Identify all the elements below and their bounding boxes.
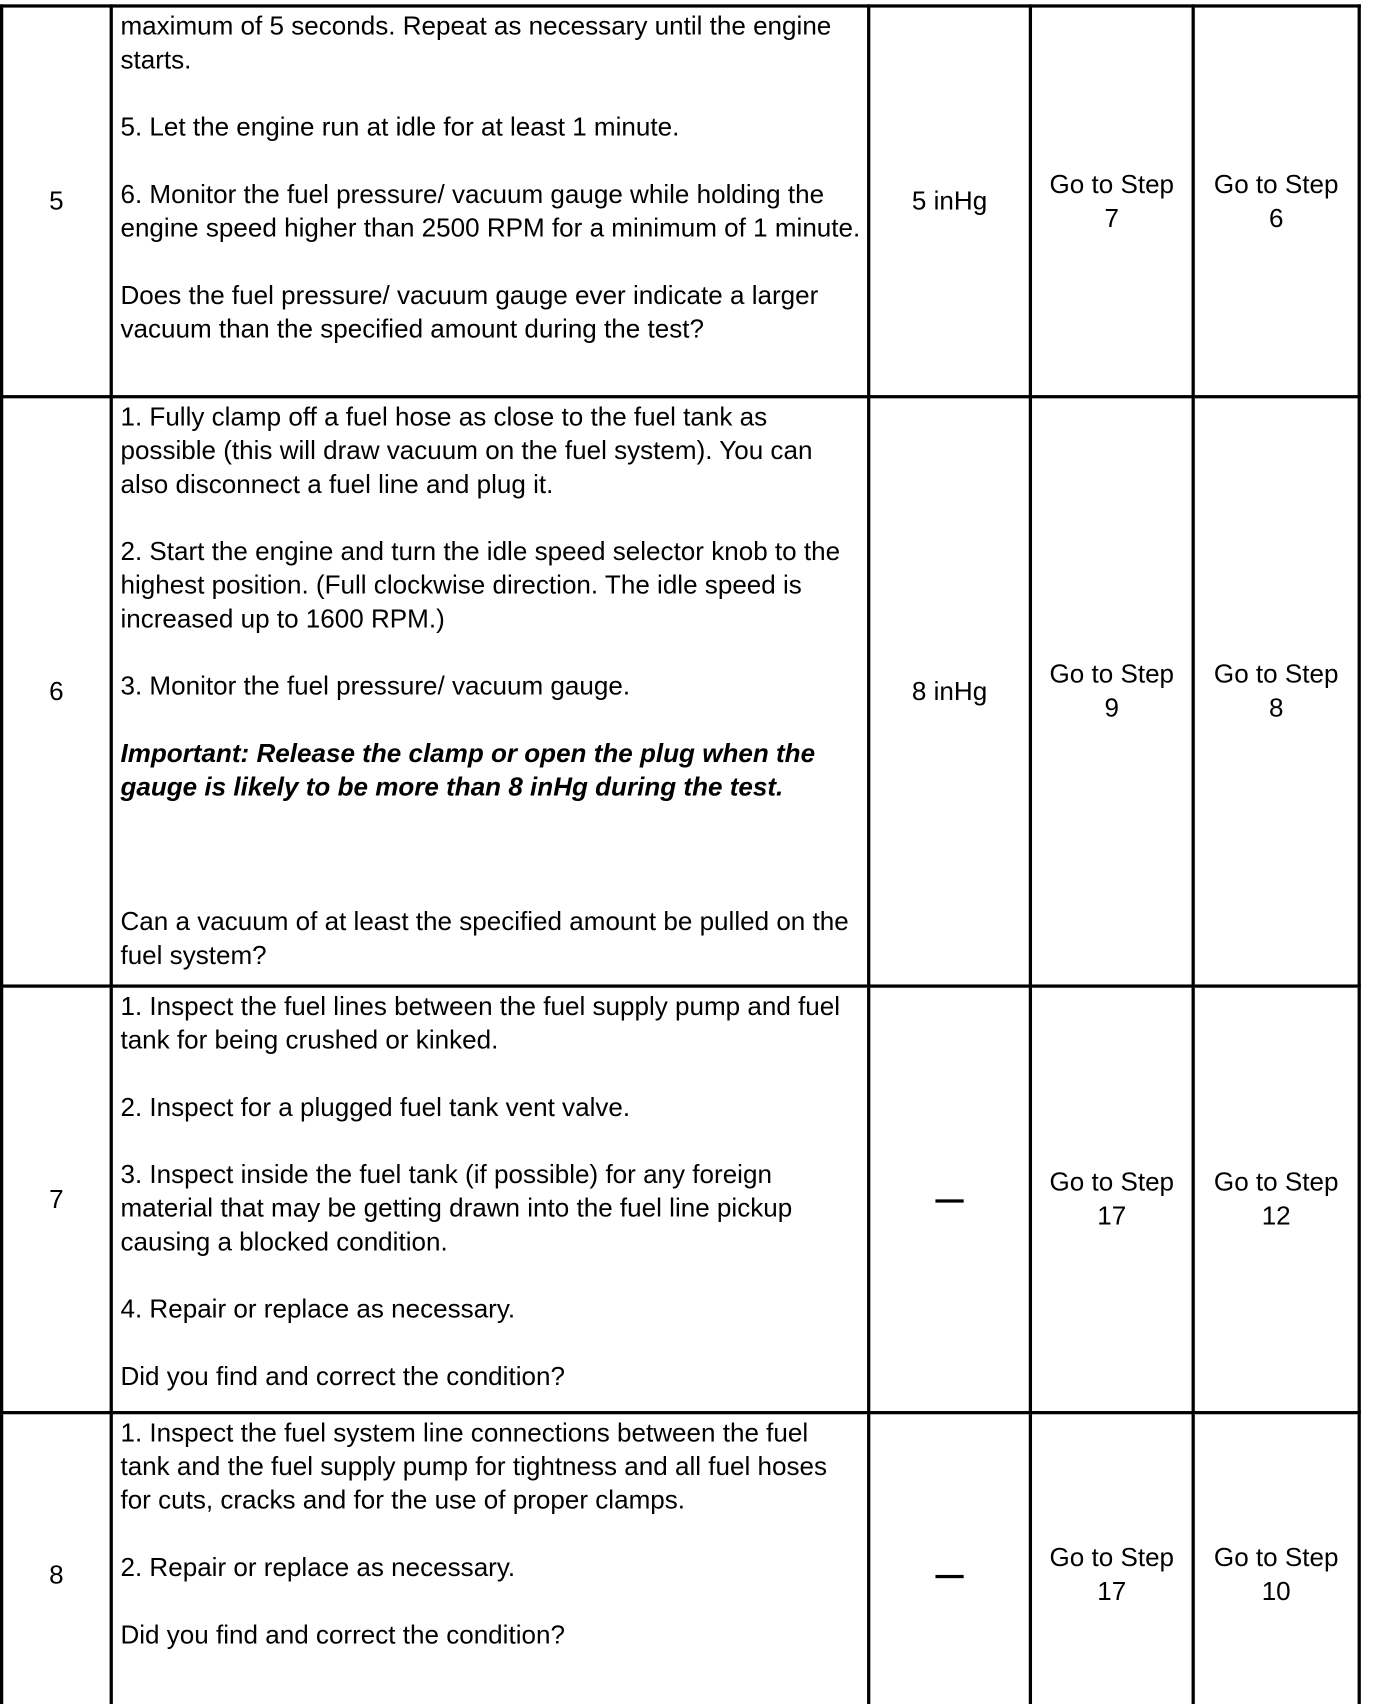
table-row [2,1413,1360,1704]
action-question: Does the fuel pressure/ vacuum gauge ever indicate a larger vacuum than the specified amount during the test? [120,281,819,345]
no-cell: Go to Step 6 [1193,6,1359,397]
yes-cell: Go to Step 17 [1030,1413,1193,1704]
action-paragraph: 2. Repair or replace as necessary. [120,1553,516,1583]
step-number: 7 [2,986,112,1413]
value-cell: 8 inHg [869,397,1031,986]
value-cell [869,1413,1031,1704]
step-number: 8 [2,1413,112,1704]
yes-cell: Go to Step 17 [1030,986,1193,1413]
action-paragraph: 2. Inspect for a plugged fuel tank vent valve. [120,1092,631,1123]
action-paragraph: 2. Start the engine and turn the idle speed selector knob to the highest position. (Full clockwise direction. The idle speed is increased up to 1600 RPM.) [120,537,841,634]
no-cell: Go to Step 10 [1193,1413,1359,1704]
action-paragraph: 3. Inspect inside the fuel tank (if possible) for any foreign material that may be getting drawn into the fuel line pickup causing a blocked condition. [120,1160,793,1257]
action-paragraph: 1. Inspect the fuel system line connections between the fuel tank and the fuel supply pump for tightness and all fuel hoses for cuts, cracks and for the use of proper clamps. [120,1418,828,1516]
no-cell: Go to Step 8 [1193,397,1359,986]
step-number: 5 [2,6,112,397]
action-paragraph: 5. Let the engine run at idle for at least 1 minute. [120,112,680,143]
value-cell [869,986,1031,1413]
yes-cell: Go to Step 9 [1030,397,1193,986]
action-paragraph: 6. Monitor the fuel pressure/ vacuum gauge while holding the engine speed higher than 2500 RPM for a minimum of 1 minute. [120,180,861,244]
yes-cell: Go to Step 7 [1030,6,1193,397]
important-note: Important: Release the clamp or open the plug when the gauge is likely to be more than 8 inHg during the test. [120,739,816,803]
table-row [2,6,1360,397]
action-cell [111,6,868,397]
action-cell [111,986,868,1413]
table-row [2,397,1360,986]
dash-value [935,1575,963,1578]
action-cell [111,397,868,986]
action-question: Did you find and correct the condition? [120,1362,565,1392]
action-paragraph: 1. Fully clamp off a fuel hose as close to the fuel tank as possible (this will draw vacuum on the fuel system). You can also disconnect a fuel line and plug it. [120,402,813,500]
action-question: Can a vacuum of at least the specified amount be pulled on the fuel system? [120,907,849,971]
no-cell: Go to Step 12 [1193,986,1359,1413]
step-number: 6 [2,397,112,986]
action-paragraph: 4. Repair or replace as necessary. [120,1294,516,1325]
action-cell [111,1413,868,1704]
action-question: Did you find and correct the condition? [120,1620,565,1650]
action-paragraph: 3. Monitor the fuel pressure/ vacuum gauge. [120,671,631,702]
dash-value [935,1199,963,1202]
table-row [2,986,1360,1413]
diagnostic-table [0,4,1361,1704]
value-cell: 5 inHg [869,6,1031,397]
action-paragraph: maximum of 5 seconds. Repeat as necessary until the engine starts. [120,11,832,75]
action-paragraph: 1. Inspect the fuel lines between the fuel supply pump and fuel tank for being crushed or kinked. [120,992,841,1056]
